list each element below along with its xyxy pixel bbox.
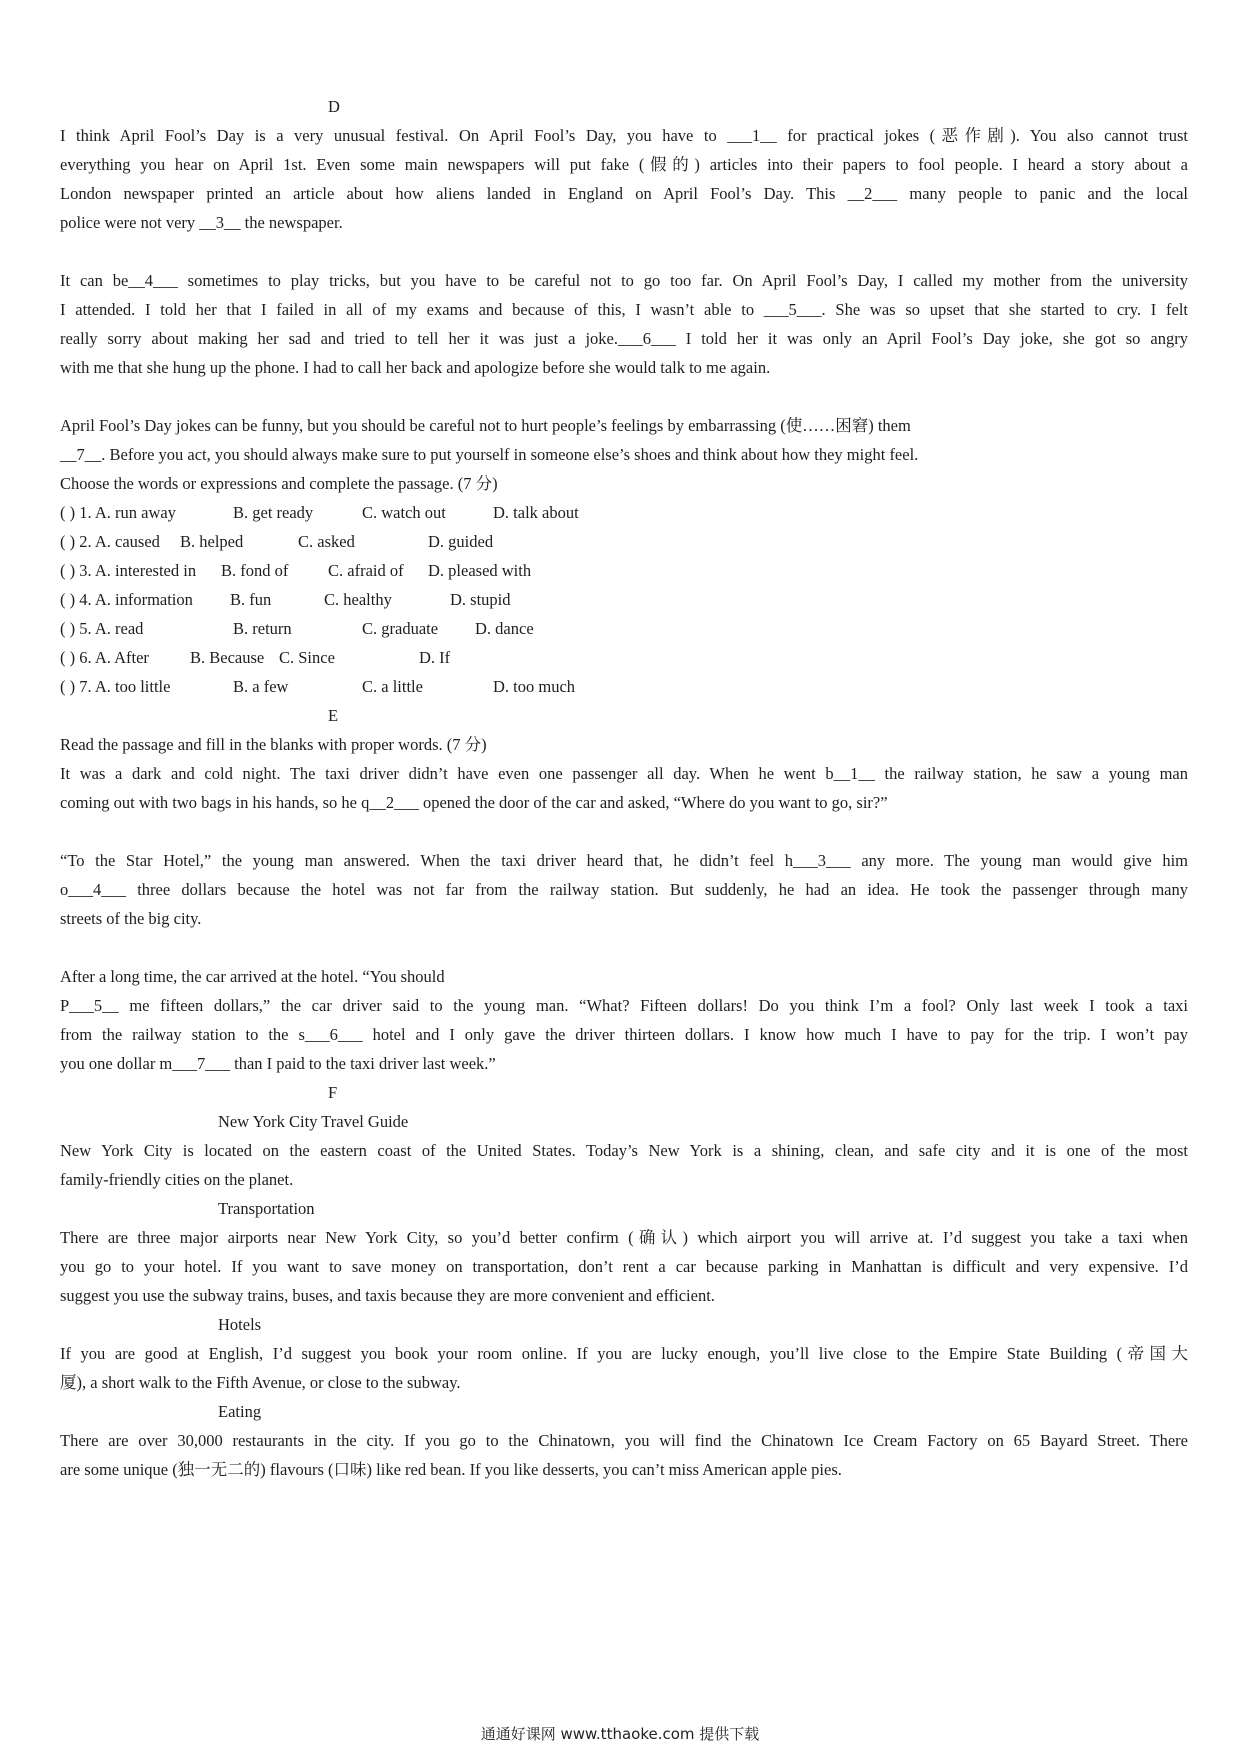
- text-line: from the railway station to the s___6___ hotel and I only gave the driver thirteen dollars. I know how much I have to pay for the trip. I won’t pay: [60, 1025, 1188, 1044]
- transportation-heading: Transportation: [218, 1199, 315, 1218]
- question-option-d: D. pleased with: [428, 561, 532, 580]
- text-line: streets of the big city.: [60, 909, 202, 928]
- section-f-label: F: [328, 1083, 338, 1102]
- question-row: [60, 672, 1188, 701]
- question-option-c: C. watch out: [362, 503, 446, 522]
- question-option-a: ( ) 2. A. caused: [60, 532, 160, 551]
- hotels-paragraph: [60, 1339, 1188, 1397]
- question-option-a: ( ) 5. A. read: [60, 619, 144, 638]
- text-line: suggest you use the subway trains, buses, and taxis because they are more convenient and efficient.: [60, 1286, 715, 1305]
- question-option-b: B. a few: [233, 677, 289, 696]
- text-line: with me that she hung up the phone. I had to call her back and apologize before she would talk to me again.: [60, 358, 771, 377]
- text-line: “To the Star Hotel,” the young man answered. When the taxi driver heard that, he didn’t feel h___3___ any more. The young man would give him: [60, 851, 1188, 870]
- question-option-a: ( ) 4. A. information: [60, 590, 193, 609]
- question-option-d: D. guided: [428, 532, 494, 551]
- question-option-d: D. dance: [475, 619, 534, 638]
- question-option-c: C. healthy: [324, 590, 392, 609]
- transportation-paragraph: [60, 1223, 1188, 1310]
- text-line: are some unique (独一无二的) flavours (口味) like red bean. If you like desserts, you can’t miss American apple pies.: [60, 1460, 842, 1479]
- hotels-heading: Hotels: [218, 1315, 262, 1334]
- section-d-paragraph-2: [60, 266, 1188, 382]
- section-e-paragraph-2: [60, 846, 1188, 933]
- question-option-d: D. too much: [493, 677, 576, 696]
- section-d-paragraph-3: [60, 411, 1188, 469]
- text-line: London newspaper printed an article about how aliens landed in England on April Fool’s Day. This __2___ many people to panic and the local: [60, 184, 1188, 203]
- question-option-c: C. graduate: [362, 619, 439, 638]
- section-f-title: New York City Travel Guide: [218, 1112, 409, 1131]
- text-line: There are three major airports near New York City, so you’d better confirm (确认) which airport you will arrive at. I’d suggest you take a taxi when: [60, 1228, 1188, 1247]
- text-line: o___4___ three dollars because the hotel was not far from the railway station. But suddenly, he had an idea. He took the passenger through many: [60, 880, 1188, 899]
- question-row: [60, 556, 1188, 585]
- text-line: family-friendly cities on the planet.: [60, 1170, 294, 1189]
- question-row: [60, 498, 1188, 527]
- text-line: __7__. Before you act, you should always make sure to put yourself in someone else’s shoes and think about how they might feel.: [60, 445, 919, 464]
- question-option-b: B. get ready: [233, 503, 314, 522]
- question-option-a: ( ) 3. A. interested in: [60, 561, 197, 580]
- section-f-intro: [60, 1136, 1188, 1194]
- text-line: everything you hear on April 1st. Even some main newspapers will put fake (假的) articles into their papers to fool people. I heard a story about a: [60, 155, 1188, 174]
- question-option-c: C. asked: [298, 532, 355, 551]
- question-option-b: B. fond of: [221, 561, 289, 580]
- eating-heading: Eating: [218, 1402, 262, 1421]
- question-option-b: B. Because: [190, 648, 265, 667]
- eating-paragraph: [60, 1426, 1188, 1484]
- question-row: [60, 585, 1188, 614]
- question-row: [60, 643, 1188, 672]
- section-d-paragraph-1: [60, 121, 1188, 237]
- text-line: coming out with two bags in his hands, so he q__2___ opened the door of the car and asked, “Where do you want to go, sir?”: [60, 793, 888, 812]
- text-line: If you are good at English, I’d suggest you book your room online. If you are lucky enough, you’ll live close to the Empire State Building (帝国大: [60, 1344, 1188, 1363]
- text-line: really sorry about making her sad and tried to tell her it was just a joke.___6___ I told her it was only an April Fool’s Day joke, she got so angry: [60, 329, 1188, 348]
- text-line: I think April Fool’s Day is a very unusual festival. On April Fool’s Day, you have to ___1__ for practical jokes (恶作剧). You also cannot trust: [60, 126, 1188, 145]
- text-line: There are over 30,000 restaurants in the city. If you go to the Chinatown, you will find the Chinatown Ice Cream Factory on 65 Bayard Street. There: [60, 1431, 1188, 1450]
- text-line: P___5__ me fifteen dollars,” the car driver said to the young man. “What? Fifteen dollars! Do you think I’m a fool? Only last week I took a taxi: [60, 996, 1188, 1015]
- document-page: [60, 92, 1188, 1484]
- question-option-c: C. a little: [362, 677, 423, 696]
- question-option-a: ( ) 1. A. run away: [60, 503, 176, 522]
- text-line: It was a dark and cold night. The taxi driver didn’t have even one passenger all day. When he went b__1__ the railway station, he saw a young man: [60, 764, 1188, 783]
- question-option-c: C. Since: [279, 648, 335, 667]
- section-d-label: D: [328, 97, 340, 116]
- question-option-a: ( ) 7. A. too little: [60, 677, 171, 696]
- text-line: you go to your hotel. If you want to save money on transportation, don’t rent a car because parking in Manhattan is difficult and very expensive. I’d: [60, 1257, 1188, 1276]
- text-line: police were not very __3__ the newspaper.: [60, 213, 343, 232]
- section-e-instruction: Read the passage and fill in the blanks with proper words. (7 分): [60, 735, 487, 754]
- text-line: 厦), a short walk to the Fifth Avenue, or close to the subway.: [60, 1373, 461, 1392]
- text-line: I attended. I told her that I failed in all of my exams and because of this, I wasn’t able to ___5___. She was so upset that she started to cry. I felt: [60, 300, 1188, 319]
- question-option-d: D. stupid: [450, 590, 511, 609]
- page-footer: 通通好课网 www.tthaoke.com 提供下载: [480, 1725, 760, 1743]
- question-option-a: ( ) 6. A. After: [60, 648, 149, 667]
- question-option-d: D. talk about: [493, 503, 579, 522]
- text-line: you one dollar m___7___ than I paid to the taxi driver last week.”: [60, 1054, 496, 1073]
- section-e-label: E: [328, 706, 339, 725]
- question-option-b: B. fun: [230, 590, 272, 609]
- question-option-b: B. return: [233, 619, 292, 638]
- text-line: It can be__4___ sometimes to play tricks, but you have to be careful not to go too far. On April Fool’s Day, I called my mother from the university: [60, 271, 1188, 290]
- section-e-paragraph-1: [60, 759, 1188, 817]
- question-option-b: B. helped: [180, 532, 244, 551]
- text-line: After a long time, the car arrived at the hotel. “You should: [60, 967, 445, 986]
- text-line: April Fool’s Day jokes can be funny, but you should be careful not to hurt people’s feelings by embarrassing (使……困窘) them: [60, 416, 911, 435]
- section-e-paragraph-3: [60, 962, 1188, 1078]
- multiple-choice-list: [60, 498, 1188, 701]
- question-option-c: C. afraid of: [328, 561, 404, 580]
- question-row: [60, 614, 1188, 643]
- text-line: New York City is located on the eastern coast of the United States. Today’s New York is a shining, clean, and safe city and it is one of the most: [60, 1141, 1188, 1160]
- question-option-d: D. If: [419, 648, 451, 667]
- question-row: [60, 527, 1188, 556]
- section-d-instruction: Choose the words or expressions and complete the passage. (7 分): [60, 474, 498, 493]
